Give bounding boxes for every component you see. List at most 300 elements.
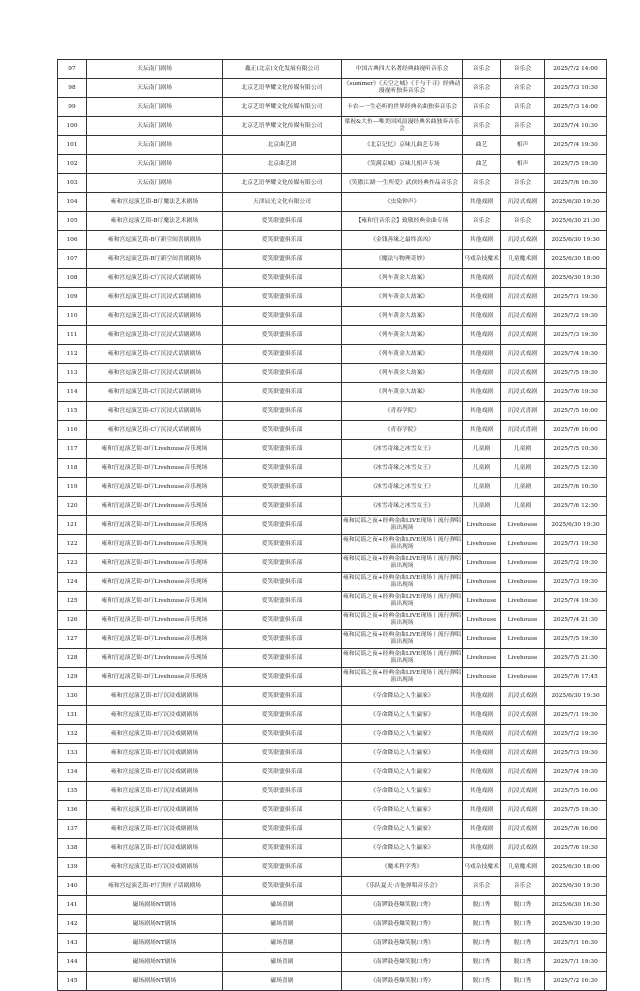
organizer-cell: 爱笑联盟俱乐部 <box>223 288 342 307</box>
organizer-cell: 北京艺语华耀文化传媒有限公司 <box>223 79 342 98</box>
category-cell: Livehouse <box>463 554 501 573</box>
organizer-cell: 爱笑联盟俱乐部 <box>223 782 342 801</box>
row-number-cell: 122 <box>58 535 87 554</box>
organizer-cell: 磁场喜剧 <box>223 915 342 934</box>
show-title-cell: 雍和民谣之夜+经典金曲LIVE现场丨流行弹唱演出现场 <box>342 573 463 592</box>
show-time-cell: 2025/6/30 18:00 <box>545 250 607 269</box>
table-row <box>58 535 607 554</box>
table-row <box>58 497 607 516</box>
table-row <box>58 516 607 535</box>
show-time-cell: 2025/6/30 21:30 <box>545 212 607 231</box>
show-type-cell: Livehouse <box>501 668 545 687</box>
show-time-cell: 2025/7/4 19:30 <box>545 136 607 155</box>
show-type-cell: Livehouse <box>501 592 545 611</box>
category-cell: 脱口秀 <box>463 896 501 915</box>
show-title-cell: 《乐队夏天·吉他弹唱音乐会》 <box>342 877 463 896</box>
row-number-cell: 144 <box>58 953 87 972</box>
table-row <box>58 706 607 725</box>
organizer-cell: 爱笑联盟俱乐部 <box>223 402 342 421</box>
show-type-cell: 脱口秀 <box>501 934 545 953</box>
show-time-cell: 2025/6/30 19:30 <box>545 269 607 288</box>
show-type-cell: 沉浸式戏剧 <box>501 706 545 725</box>
organizer-cell: 爱笑联盟俱乐部 <box>223 801 342 820</box>
category-cell: 脱口秀 <box>463 953 501 972</box>
show-title-cell: 《南锣鼓巷爆笑脱口秀》 <box>342 934 463 953</box>
row-number-cell: 117 <box>58 440 87 459</box>
table-row <box>58 345 607 364</box>
show-title-cell: 《summer》《天空之城》《千与千寻》经典动漫视听独奏音乐会 <box>342 79 463 98</box>
show-time-cell: 2025/7/6 12:30 <box>545 497 607 516</box>
organizer-cell: 北京艺语华耀文化传媒有限公司 <box>223 174 342 193</box>
show-title-cell: 《夺命降局之人生赢家》 <box>342 801 463 820</box>
table-row <box>58 212 607 231</box>
venue-cell: 雍和宫逗演艺街-B厅新空间喜剧剧场 <box>87 250 223 269</box>
organizer-cell: 爱笑联盟俱乐部 <box>223 820 342 839</box>
show-title-cell: 雍和民谣之夜+经典金曲LIVE现场丨流行弹唱演出现场 <box>342 630 463 649</box>
venue-cell: 雍和宫逗演艺街-C厅沉浸式话剧剧场 <box>87 421 223 440</box>
venue-cell: 雍和宫逗演艺街-C厅沉浸式话剧剧场 <box>87 269 223 288</box>
show-title-cell: 雍和民谣之夜+经典金曲LIVE现场丨流行弹唱演出现场 <box>342 535 463 554</box>
row-number-cell: 135 <box>58 782 87 801</box>
organizer-cell: 爱笑联盟俱乐部 <box>223 345 342 364</box>
row-number-cell: 103 <box>58 174 87 193</box>
show-time-cell: 2025/7/4 10:30 <box>545 117 607 136</box>
show-type-cell: 儿童剧 <box>501 478 545 497</box>
venue-cell: 雍和宫逗演艺街-E厅沉浸戏剧剧场 <box>87 782 223 801</box>
row-number-cell: 145 <box>58 972 87 991</box>
category-cell: 曲艺 <box>463 155 501 174</box>
row-number-cell: 131 <box>58 706 87 725</box>
show-title-cell: 雍和民谣之夜+经典金曲LIVE现场丨流行弹唱演出现场 <box>342 649 463 668</box>
organizer-cell: 爱笑联盟俱乐部 <box>223 668 342 687</box>
venue-cell: 雍和宫逗演艺街-C厅沉浸式话剧剧场 <box>87 326 223 345</box>
show-time-cell: 2025/7/6 16:00 <box>545 421 607 440</box>
show-time-cell: 2025/6/30 19:30 <box>545 915 607 934</box>
organizer-cell: 爱笑联盟俱乐部 <box>223 706 342 725</box>
show-time-cell: 2025/7/5 19:30 <box>545 801 607 820</box>
row-number-cell: 140 <box>58 877 87 896</box>
row-number-cell: 132 <box>58 725 87 744</box>
organizer-cell: 爱笑联盟俱乐部 <box>223 326 342 345</box>
show-time-cell: 2025/7/3 19:30 <box>545 326 607 345</box>
category-cell: 其他戏剧 <box>463 839 501 858</box>
organizer-cell: 爱笑联盟俱乐部 <box>223 383 342 402</box>
show-type-cell: 沉浸式戏剧 <box>501 231 545 250</box>
row-number-cell: 123 <box>58 554 87 573</box>
show-type-cell: 沉浸式戏剧 <box>501 763 545 782</box>
category-cell: Livehouse <box>463 573 501 592</box>
table-row <box>58 98 607 117</box>
show-type-cell: 音乐会 <box>501 98 545 117</box>
table-row <box>58 421 607 440</box>
table-row <box>58 801 607 820</box>
row-number-cell: 106 <box>58 231 87 250</box>
show-time-cell: 2025/7/5 21:30 <box>545 649 607 668</box>
row-number-cell: 114 <box>58 383 87 402</box>
organizer-cell: 爱笑联盟俱乐部 <box>223 364 342 383</box>
venue-cell: 天坛南门剧场 <box>87 60 223 79</box>
show-type-cell: 儿童魔术剧 <box>501 250 545 269</box>
venue-cell: 磁场剧场NT剧场 <box>87 915 223 934</box>
row-number-cell: 137 <box>58 820 87 839</box>
table-row <box>58 972 607 991</box>
row-number-cell: 111 <box>58 326 87 345</box>
table-row <box>58 763 607 782</box>
venue-cell: 雍和宫逗演艺街-D厅Livehouse音乐现场 <box>87 497 223 516</box>
row-number-cell: 136 <box>58 801 87 820</box>
organizer-cell: 爱笑联盟俱乐部 <box>223 858 342 877</box>
category-cell: Livehouse <box>463 611 501 630</box>
row-number-cell: 113 <box>58 364 87 383</box>
table-row <box>58 611 607 630</box>
category-cell: 音乐会 <box>463 117 501 136</box>
table-row <box>58 858 607 877</box>
venue-cell: 雍和宫逗演艺街-D厅Livehouse音乐现场 <box>87 459 223 478</box>
row-number-cell: 102 <box>58 155 87 174</box>
show-time-cell: 2025/7/6 17:45 <box>545 668 607 687</box>
show-title-cell: 《南锣鼓巷爆笑脱口秀》 <box>342 915 463 934</box>
show-time-cell: 2025/7/3 19:30 <box>545 744 607 763</box>
venue-cell: 雍和宫逗演艺街-E厅沉浸戏剧剧场 <box>87 687 223 706</box>
organizer-cell: 爱笑联盟俱乐部 <box>223 877 342 896</box>
show-title-cell: 《青春学院》 <box>342 402 463 421</box>
show-time-cell: 2025/7/4 19:30 <box>545 592 607 611</box>
organizer-cell: 磁场喜剧 <box>223 896 342 915</box>
show-title-cell: 中国古典四大名著经典曲视听音乐会 <box>342 60 463 79</box>
show-title-cell: 《笑满京城》京味儿相声专场 <box>342 155 463 174</box>
row-number-cell: 121 <box>58 516 87 535</box>
row-number-cell: 127 <box>58 630 87 649</box>
show-type-cell: Livehouse <box>501 649 545 668</box>
show-type-cell: Livehouse <box>501 573 545 592</box>
category-cell: 音乐会 <box>463 60 501 79</box>
organizer-cell: 爱笑联盟俱乐部 <box>223 573 342 592</box>
organizer-cell: 爱笑联盟俱乐部 <box>223 269 342 288</box>
show-time-cell: 2025/7/2 19:30 <box>545 307 607 326</box>
show-title-cell: 《魔法与物理奇妙》 <box>342 250 463 269</box>
organizer-cell: 北京曲艺团 <box>223 136 342 155</box>
show-title-cell: 《夺命降局之人生赢家》 <box>342 782 463 801</box>
venue-cell: 雍和宫逗演艺街-D厅Livehouse音乐现场 <box>87 478 223 497</box>
venue-cell: 雍和宫逗演艺街-B厅魔法艺术剧场 <box>87 212 223 231</box>
organizer-cell: 磁场喜剧 <box>223 972 342 991</box>
venue-cell: 雍和宫逗演艺街-C厅沉浸式话剧剧场 <box>87 288 223 307</box>
show-time-cell: 2025/7/1 19:30 <box>545 706 607 725</box>
organizer-cell: 爱笑联盟俱乐部 <box>223 592 342 611</box>
venue-cell: 天坛南门剧场 <box>87 174 223 193</box>
table-row <box>58 231 607 250</box>
show-type-cell: 沉浸式戏剧 <box>501 782 545 801</box>
table-row <box>58 573 607 592</box>
show-type-cell: 沉浸式戏剧 <box>501 326 545 345</box>
show-type-cell: 音乐会 <box>501 174 545 193</box>
category-cell: 其他戏剧 <box>463 193 501 212</box>
venue-cell: 雍和宫逗演艺街-E厅沉浸戏剧剧场 <box>87 763 223 782</box>
organizer-cell: 磁场喜剧 <box>223 934 342 953</box>
category-cell: 其他戏剧 <box>463 820 501 839</box>
show-type-cell: 沉浸式喜剧 <box>501 421 545 440</box>
table-row <box>58 896 607 915</box>
category-cell: 脱口秀 <box>463 934 501 953</box>
show-time-cell: 2025/7/3 14:00 <box>545 98 607 117</box>
table-row <box>58 117 607 136</box>
category-cell: Livehouse <box>463 592 501 611</box>
show-title-cell: 【雍和宫音乐会】致敬经典金曲专场 <box>342 212 463 231</box>
show-title-cell: 《列车黄金大劫案》 <box>342 269 463 288</box>
show-type-cell: 沉浸式戏剧 <box>501 345 545 364</box>
venue-cell: 磁场剧场NT剧场 <box>87 934 223 953</box>
show-type-cell: 音乐会 <box>501 60 545 79</box>
organizer-cell: 爱笑联盟俱乐部 <box>223 250 342 269</box>
show-title-cell: 《列车黄金大劫案》 <box>342 326 463 345</box>
category-cell: Livehouse <box>463 630 501 649</box>
table-row <box>58 934 607 953</box>
show-title-cell: 《夺命降局之人生赢家》 <box>342 839 463 858</box>
venue-cell: 雍和宫逗演艺街-D厅Livehouse音乐现场 <box>87 611 223 630</box>
venue-cell: 磁场剧场NT剧场 <box>87 953 223 972</box>
table-row <box>58 326 607 345</box>
venue-cell: 雍和宫逗演艺街-D厅Livehouse音乐现场 <box>87 440 223 459</box>
category-cell: 脱口秀 <box>463 972 501 991</box>
show-title-cell: 《北京记忆》京味儿曲艺专场 <box>342 136 463 155</box>
venue-cell: 雍和宫逗演艺街-D厅Livehouse音乐现场 <box>87 535 223 554</box>
venue-cell: 雍和宫逗演艺街-D厅Livehouse音乐现场 <box>87 649 223 668</box>
show-type-cell: Livehouse <box>501 630 545 649</box>
show-time-cell: 2025/7/6 10:30 <box>545 478 607 497</box>
show-title-cell: 卡农—一生必听的世界经典名曲独奏音乐会 <box>342 98 463 117</box>
venue-cell: 天坛南门剧场 <box>87 136 223 155</box>
show-type-cell: 沉浸式戏剧 <box>501 744 545 763</box>
venue-cell: 雍和宫逗演艺街-F厅黑匣子话剧剧场 <box>87 877 223 896</box>
show-type-cell: 儿童魔术剧 <box>501 858 545 877</box>
table-row <box>58 820 607 839</box>
category-cell: 马戏杂技魔术 <box>463 858 501 877</box>
venue-cell: 雍和宫逗演艺街-D厅Livehouse音乐现场 <box>87 516 223 535</box>
show-time-cell: 2025/7/5 16:00 <box>545 402 607 421</box>
show-time-cell: 2025/7/4 21:30 <box>545 611 607 630</box>
show-title-cell: 雍和民谣之夜+经典金曲LIVE现场丨流行弹唱演出现场 <box>342 592 463 611</box>
row-number-cell: 104 <box>58 193 87 212</box>
category-cell: 音乐会 <box>463 79 501 98</box>
show-type-cell: Livehouse <box>501 611 545 630</box>
show-time-cell: 2025/6/30 19:30 <box>545 877 607 896</box>
show-type-cell: 沉浸式戏剧 <box>501 307 545 326</box>
show-time-cell: 2025/7/2 19:30 <box>545 725 607 744</box>
category-cell: 其他戏剧 <box>463 801 501 820</box>
show-type-cell: 儿童剧 <box>501 459 545 478</box>
row-number-cell: 142 <box>58 915 87 934</box>
show-title-cell: 雍和民谣之夜+经典金曲LIVE现场丨流行弹唱演出现场 <box>342 516 463 535</box>
show-time-cell: 2025/7/1 19:30 <box>545 535 607 554</box>
venue-cell: 雍和宫逗演艺街-D厅Livehouse音乐现场 <box>87 592 223 611</box>
row-number-cell: 110 <box>58 307 87 326</box>
venue-cell: 雍和宫逗演艺街-E厅沉浸戏剧剧场 <box>87 801 223 820</box>
category-cell: Livehouse <box>463 649 501 668</box>
category-cell: 其他戏剧 <box>463 307 501 326</box>
row-number-cell: 129 <box>58 668 87 687</box>
show-time-cell: 2025/7/5 19:30 <box>545 155 607 174</box>
category-cell: 儿童剧 <box>463 478 501 497</box>
category-cell: Livehouse <box>463 535 501 554</box>
category-cell: 马戏杂技魔术 <box>463 250 501 269</box>
show-title-cell: 《魔术科学秀》 <box>342 858 463 877</box>
show-time-cell: 2025/6/30 16:30 <box>545 896 607 915</box>
organizer-cell: 爱笑联盟俱乐部 <box>223 459 342 478</box>
category-cell: 儿童剧 <box>463 440 501 459</box>
row-number-cell: 101 <box>58 136 87 155</box>
venue-cell: 雍和宫逗演艺街-D厅Livehouse音乐现场 <box>87 554 223 573</box>
show-type-cell: 音乐会 <box>501 79 545 98</box>
show-title-cell: 《夺命降局之人生赢家》 <box>342 820 463 839</box>
show-title-cell: 《列车黄金大劫案》 <box>342 364 463 383</box>
table-row <box>58 440 607 459</box>
show-time-cell: 2025/7/5 19:30 <box>545 364 607 383</box>
category-cell: 其他戏剧 <box>463 744 501 763</box>
category-cell: Livehouse <box>463 668 501 687</box>
venue-cell: 磁场剧场NT剧场 <box>87 896 223 915</box>
table-row <box>58 269 607 288</box>
venue-cell: 雍和宫逗演艺街-C厅沉浸式话剧剧场 <box>87 402 223 421</box>
show-title-cell: 《夺命降局之人生赢家》 <box>342 763 463 782</box>
show-time-cell: 2025/7/1 19:30 <box>545 953 607 972</box>
row-number-cell: 125 <box>58 592 87 611</box>
row-number-cell: 99 <box>58 98 87 117</box>
venue-cell: 天坛南门剧场 <box>87 155 223 174</box>
performance-schedule-table <box>57 59 607 991</box>
row-number-cell: 100 <box>58 117 87 136</box>
show-type-cell: 儿童剧 <box>501 440 545 459</box>
show-title-cell: 《金钱善缘之最终真凶》 <box>342 231 463 250</box>
show-type-cell: 脱口秀 <box>501 972 545 991</box>
table-row <box>58 307 607 326</box>
organizer-cell: 爱笑联盟俱乐部 <box>223 535 342 554</box>
venue-cell: 磁场剧场NT剧场 <box>87 972 223 991</box>
show-time-cell: 2025/7/4 19:30 <box>545 763 607 782</box>
table-row <box>58 915 607 934</box>
venue-cell: 雍和宫逗演艺街-C厅沉浸式话剧剧场 <box>87 383 223 402</box>
show-title-cell: 《夺命降局之人生赢家》 <box>342 725 463 744</box>
show-title-cell: 《夺命降局之人生赢家》 <box>342 706 463 725</box>
show-title-cell: 梁祝&大鱼—唯美国风浪漫经典名曲独奏音乐会 <box>342 117 463 136</box>
show-type-cell: 音乐会 <box>501 877 545 896</box>
organizer-cell: 北京曲艺团 <box>223 155 342 174</box>
show-title-cell: 《南锣鼓巷爆笑脱口秀》 <box>342 953 463 972</box>
organizer-cell: 爱笑联盟俱乐部 <box>223 649 342 668</box>
show-time-cell: 2025/7/5 10:30 <box>545 440 607 459</box>
venue-cell: 雍和宫逗演艺街-E厅沉浸戏剧剧场 <box>87 725 223 744</box>
show-title-cell: 《列车黄金大劫案》 <box>342 345 463 364</box>
show-time-cell: 2025/7/5 12:30 <box>545 459 607 478</box>
organizer-cell: 爱笑联盟俱乐部 <box>223 516 342 535</box>
show-type-cell: 沉浸式戏剧 <box>501 288 545 307</box>
row-number-cell: 116 <box>58 421 87 440</box>
performance-schedule-sheet <box>57 59 607 991</box>
category-cell: 其他戏剧 <box>463 345 501 364</box>
row-number-cell: 108 <box>58 269 87 288</box>
table-row <box>58 478 607 497</box>
category-cell: 儿童剧 <box>463 459 501 478</box>
show-type-cell: 沉浸式戏剧 <box>501 725 545 744</box>
show-type-cell: Livehouse <box>501 516 545 535</box>
venue-cell: 天坛南门剧场 <box>87 98 223 117</box>
venue-cell: 天坛南门剧场 <box>87 117 223 136</box>
category-cell: 其他戏剧 <box>463 383 501 402</box>
organizer-cell: 爱笑联盟俱乐部 <box>223 307 342 326</box>
table-row <box>58 687 607 706</box>
show-time-cell: 2025/7/6 16:00 <box>545 820 607 839</box>
venue-cell: 雍和宫逗演艺街-E厅沉浸戏剧剧场 <box>87 858 223 877</box>
show-title-cell: 《夺命降局之人生赢家》 <box>342 687 463 706</box>
category-cell: 其他戏剧 <box>463 763 501 782</box>
show-time-cell: 2025/6/30 18:00 <box>545 858 607 877</box>
show-type-cell: 音乐会 <box>501 117 545 136</box>
venue-cell: 天坛南门剧场 <box>87 79 223 98</box>
show-time-cell: 2025/7/2 16:30 <box>545 972 607 991</box>
category-cell: Livehouse <box>463 516 501 535</box>
show-time-cell: 2025/6/30 19:30 <box>545 231 607 250</box>
show-title-cell: 《冰雪奇缘之冰雪女王》 <box>342 478 463 497</box>
venue-cell: 雍和宫逗演艺街-C厅沉浸式话剧剧场 <box>87 345 223 364</box>
row-number-cell: 143 <box>58 934 87 953</box>
row-number-cell: 120 <box>58 497 87 516</box>
organizer-cell: 北京艺语华耀文化传媒有限公司 <box>223 117 342 136</box>
show-time-cell: 2025/6/30 19:30 <box>545 516 607 535</box>
show-title-cell: 《南锣鼓巷爆笑脱口秀》 <box>342 896 463 915</box>
show-type-cell: 沉浸式戏剧 <box>501 383 545 402</box>
table-row <box>58 649 607 668</box>
venue-cell: 雍和宫逗演艺街-B厅魔法艺术剧场 <box>87 193 223 212</box>
venue-cell: 雍和宫逗演艺街-D厅Livehouse音乐现场 <box>87 630 223 649</box>
organizer-cell: 爱笑联盟俱乐部 <box>223 421 342 440</box>
table-row <box>58 364 607 383</box>
organizer-cell: 爱笑联盟俱乐部 <box>223 744 342 763</box>
category-cell: 其他戏剧 <box>463 269 501 288</box>
row-number-cell: 130 <box>58 687 87 706</box>
category-cell: 其他戏剧 <box>463 782 501 801</box>
table-row <box>58 953 607 972</box>
row-number-cell: 98 <box>58 79 87 98</box>
show-title-cell: 《列车黄金大劫案》 <box>342 307 463 326</box>
table-row <box>58 288 607 307</box>
table-row <box>58 725 607 744</box>
show-type-cell: Livehouse <box>501 554 545 573</box>
table-row <box>58 79 607 98</box>
venue-cell: 雍和宫逗演艺街-B厅新空间喜剧剧场 <box>87 231 223 250</box>
venue-cell: 雍和宫逗演艺街-E厅沉浸戏剧剧场 <box>87 744 223 763</box>
table-row <box>58 60 607 79</box>
row-number-cell: 138 <box>58 839 87 858</box>
table-row <box>58 668 607 687</box>
venue-cell: 雍和宫逗演艺街-E厅沉浸戏剧剧场 <box>87 820 223 839</box>
show-type-cell: 沉浸式戏剧 <box>501 269 545 288</box>
row-number-cell: 124 <box>58 573 87 592</box>
show-time-cell: 2025/7/5 19:30 <box>545 630 607 649</box>
row-number-cell: 133 <box>58 744 87 763</box>
show-title-cell: 《南锣鼓巷爆笑脱口秀》 <box>342 972 463 991</box>
show-title-cell: 《笑傲江湖·一生所爱》武侠经典作品音乐会 <box>342 174 463 193</box>
category-cell: 曲艺 <box>463 136 501 155</box>
category-cell: 其他戏剧 <box>463 326 501 345</box>
organizer-cell: 天津辰光文化有限公司 <box>223 193 342 212</box>
row-number-cell: 141 <box>58 896 87 915</box>
row-number-cell: 107 <box>58 250 87 269</box>
venue-cell: 雍和宫逗演艺街-D厅Livehouse音乐现场 <box>87 668 223 687</box>
table-row <box>58 155 607 174</box>
show-title-cell: 《冰雪奇缘之冰雪女王》 <box>342 440 463 459</box>
category-cell: 儿童剧 <box>463 497 501 516</box>
category-cell: 其他戏剧 <box>463 725 501 744</box>
table-row <box>58 459 607 478</box>
